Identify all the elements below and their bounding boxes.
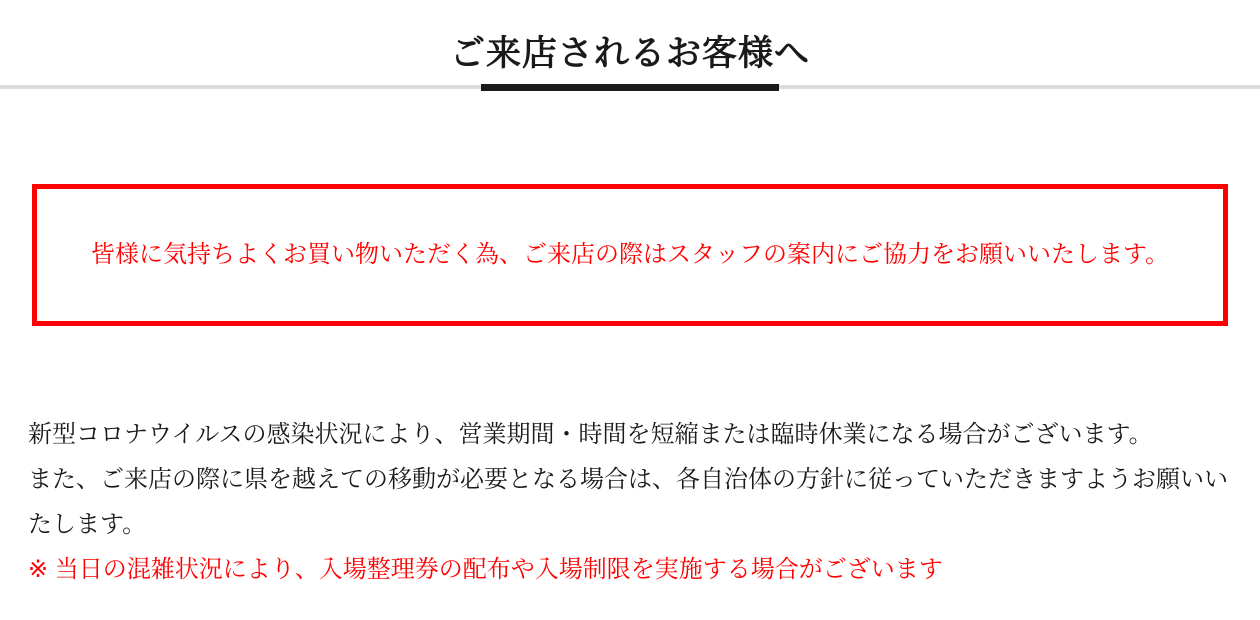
notice-message: 皆様に気持ちよくお買い物いただく為、ご来店の際はスタッフの案内にご協力をお願いいたします。	[90, 241, 1170, 268]
title-underline	[481, 84, 779, 91]
page-title: ご来店されるお客様へ	[449, 34, 810, 73]
info-note-red: ※ 当日の混雑状況により、入場整理券の配布や入場制限を実施する場合がございます	[28, 556, 943, 583]
info-section	[28, 412, 1232, 592]
info-line-2: また、ご来店の際に県を越えての移動が必要となる場合は、各自治体の方針に従っていただきますようお願いいたします。	[28, 466, 1228, 538]
page-header	[0, 0, 1260, 94]
title-divider	[0, 84, 1260, 94]
info-line-1: 新型コロナウイルスの感染状況により、営業期間・時間を短縮または臨時休業になる場合がございます。	[28, 421, 1153, 448]
red-notice-box	[32, 184, 1228, 326]
